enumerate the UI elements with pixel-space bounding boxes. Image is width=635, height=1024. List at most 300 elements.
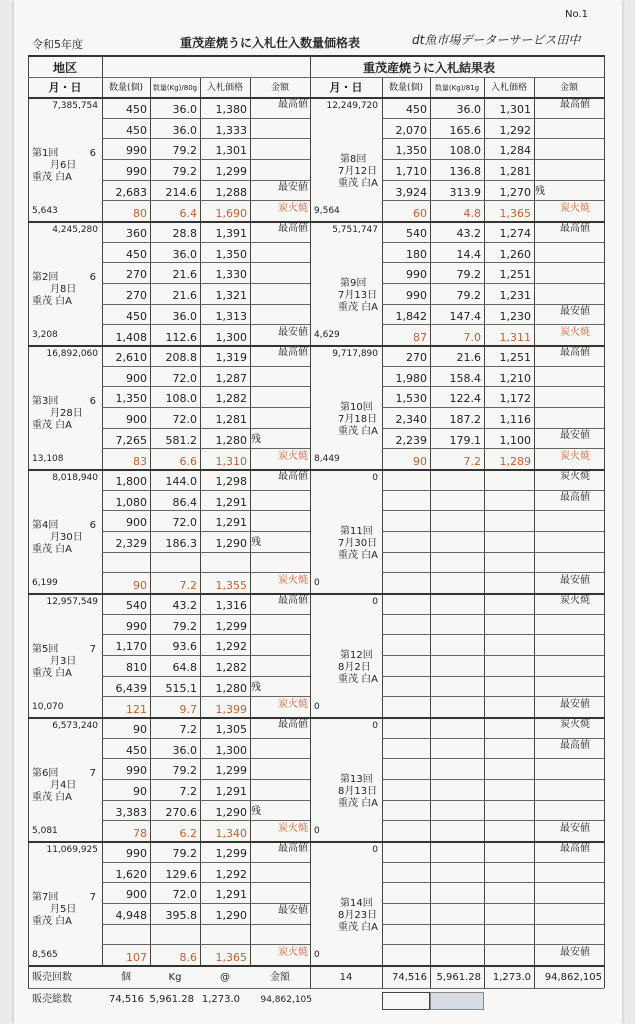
sales-count-label: 販売回数 <box>32 972 72 983</box>
row-line <box>382 676 604 677</box>
block-total-amount: 0 <box>372 597 378 607</box>
qty-cell: 990 <box>126 144 147 158</box>
round-date: 8月23日 <box>338 910 378 921</box>
price-cell: 1,300 <box>215 331 247 345</box>
price-cell: 1,299 <box>215 764 247 778</box>
price-cell: 1,391 <box>215 227 247 240</box>
row-line <box>102 944 310 945</box>
grid-vline <box>28 55 29 965</box>
kg-cell: 43.2 <box>172 599 197 612</box>
kg-cell: 79.2 <box>172 144 197 158</box>
block-total-amount: 0 <box>372 845 378 855</box>
row-line <box>382 944 604 945</box>
price-cell: 1,284 <box>499 144 531 158</box>
price-cell: 1,210 <box>499 371 531 385</box>
kg-cell: 36.0 <box>456 103 481 116</box>
row-line <box>102 552 310 553</box>
block-separator <box>28 345 604 347</box>
block-total-amount: 9,717,890 <box>332 349 378 359</box>
price-cell: 1,290 <box>215 537 247 550</box>
row-line <box>382 448 604 449</box>
price-cell: 1,291 <box>215 888 247 902</box>
row-line <box>102 200 310 201</box>
price-cell: 1,291 <box>215 785 247 798</box>
round-place-grade: 重茂 白A <box>32 916 73 927</box>
amount-note: 最高値 <box>278 99 308 110</box>
kg-cell: 21.6 <box>456 351 481 364</box>
round-place-grade: 重茂 白A <box>32 792 73 803</box>
row-line <box>102 138 310 139</box>
kg-cell: 8.6 <box>179 951 197 965</box>
round-place-grade: 重茂 白A <box>32 296 73 307</box>
qty-cell: 180 <box>406 247 427 261</box>
qty-cell: 1,408 <box>115 331 147 345</box>
row-line <box>382 262 604 263</box>
row-line <box>102 655 310 656</box>
qty-cell: 450 <box>126 103 147 116</box>
price-cell: 1,281 <box>499 165 531 178</box>
qty-unit: 個 <box>121 972 131 983</box>
kg-cell: 7.2 <box>179 785 197 798</box>
block-sub-total: 5,643 <box>32 206 58 216</box>
price-cell: 1,291 <box>215 516 247 530</box>
row-line <box>102 510 310 511</box>
price-cell: 1,292 <box>215 640 247 654</box>
qty-cell: 6,439 <box>115 681 147 695</box>
price-cell: 1,305 <box>215 723 247 736</box>
block-separator <box>28 593 604 595</box>
qty-header-left: 数量(個) <box>108 83 144 93</box>
kg-cell: 6.6 <box>179 455 197 469</box>
price-cell: 1,299 <box>215 165 247 178</box>
kg-cell: 72.0 <box>172 516 197 530</box>
amount-unit: 金額 <box>270 972 290 983</box>
block-total-amount: 16,892,060 <box>46 349 98 359</box>
amount-note: 最安値 <box>560 575 590 587</box>
round-date: 月30日 <box>50 532 83 543</box>
fiscal-year: 令和5年度 <box>32 38 83 51</box>
qty-cell: 1,980 <box>395 371 427 385</box>
price-cell: 1,310 <box>215 455 247 469</box>
amount-note: 最安値 <box>560 823 590 835</box>
round-place-grade: 重茂 白A <box>338 798 379 809</box>
kg-cell: 158.4 <box>449 371 481 385</box>
total-price: 1,273.0 <box>201 994 240 1005</box>
price-cell: 1,311 <box>499 331 531 345</box>
amount-note: 最高値 <box>560 843 590 854</box>
price-cell: 1,292 <box>215 867 247 881</box>
kg-cell: 79.2 <box>456 268 481 282</box>
round-date: 8月13日 <box>338 786 378 797</box>
qty-cell: 900 <box>126 371 147 385</box>
round-date: 7月18日 <box>338 414 378 425</box>
price-cell: 1,291 <box>215 495 247 509</box>
amount-note: 最高値 <box>278 223 308 234</box>
round-number: 第1回 <box>32 148 59 159</box>
grid-top-line <box>28 55 604 57</box>
qty-cell: 990 <box>126 619 147 633</box>
total-kg: 5,961.28 <box>149 994 194 1005</box>
block-sub-total: 4,629 <box>314 330 340 340</box>
amount-note: 最高値 <box>560 223 590 234</box>
amount-note: 最高値 <box>278 347 308 358</box>
round-month: 7 <box>89 892 96 903</box>
kg-cell: 86.4 <box>172 495 197 509</box>
price-cell: 1,172 <box>499 392 531 406</box>
kg-cell: 79.2 <box>456 289 481 302</box>
row-line <box>382 283 604 284</box>
block-separator <box>28 221 604 223</box>
qty-cell: 2,070 <box>395 123 427 137</box>
qty-cell: 990 <box>406 268 427 282</box>
results-title: 重茂産焼うに入札結果表 <box>362 61 495 75</box>
block-sub-total: 8,449 <box>314 454 340 464</box>
row-line <box>102 614 310 615</box>
row-line <box>382 758 604 759</box>
page-number: No.1 <box>565 9 588 20</box>
round-number: 第8回 <box>340 154 367 165</box>
amount-note: 最高値 <box>560 347 590 358</box>
summary-price: 1,273.0 <box>492 972 531 983</box>
row-line <box>382 820 604 821</box>
row-line <box>102 118 310 119</box>
price-cell: 1,251 <box>499 268 531 282</box>
price-cell: 1,330 <box>215 268 247 282</box>
qty-cell: 7,265 <box>115 433 147 447</box>
qty-cell: 450 <box>126 247 147 261</box>
qty-cell: 990 <box>406 289 427 302</box>
block-separator <box>28 841 604 843</box>
row-line <box>382 696 604 697</box>
round-place-grade: 重茂 白A <box>338 426 379 437</box>
qty-cell: 1,800 <box>115 475 147 488</box>
block-total-amount: 0 <box>372 721 378 731</box>
row-line <box>382 572 604 573</box>
amount-header-right: 金額 <box>559 83 578 93</box>
kg-cell: 79.2 <box>172 847 197 860</box>
round-place-grade: 重茂 白A <box>32 544 73 555</box>
amount-note: 最安値 <box>278 181 308 193</box>
amount-note: 最安値 <box>560 947 590 959</box>
qty-cell: 3,383 <box>115 805 147 819</box>
price-cell: 1,365 <box>215 951 247 965</box>
row-line <box>382 180 604 181</box>
row-line <box>102 738 310 739</box>
round-date: 月28日 <box>50 408 83 419</box>
kg-cell: 515.1 <box>165 681 197 695</box>
price-cell: 1,300 <box>215 743 247 757</box>
price-cell: 1,299 <box>215 619 247 633</box>
round-place-grade: 重茂 白A <box>338 922 379 933</box>
price-cell: 1,399 <box>215 703 247 717</box>
round-number: 第13回 <box>340 774 373 785</box>
row-line <box>102 696 310 697</box>
round-place-grade: 重茂 白A <box>32 420 73 431</box>
amount-note: 最高値 <box>560 99 590 110</box>
round-date: 8月2日 <box>338 662 371 673</box>
grid-vline <box>534 77 535 965</box>
row-line <box>102 366 310 367</box>
qty-cell: 1,350 <box>115 392 147 406</box>
row-line <box>382 655 604 656</box>
amount-note: 炭火焼 <box>278 699 308 711</box>
qty-cell: 810 <box>126 661 147 674</box>
block-total-amount: 8,018,940 <box>52 473 98 483</box>
block-total-amount: 5,751,747 <box>332 225 378 235</box>
round-number: 第11回 <box>340 526 373 537</box>
amount-note: 炭火焼 <box>278 451 308 463</box>
amount-note: 最安値 <box>560 699 590 711</box>
round-date: 7月12日 <box>338 166 378 177</box>
kg-cell: 144.0 <box>165 475 197 488</box>
kg-cell: 208.8 <box>165 351 197 364</box>
date-header-right: 月・日 <box>329 81 363 94</box>
price-cell: 1,290 <box>215 909 247 922</box>
row-line <box>382 634 604 635</box>
row-line <box>382 304 604 305</box>
blank-box-1 <box>382 992 430 1010</box>
grid-vline-summary <box>28 965 29 988</box>
round-place-grade: 重茂 白A <box>338 674 379 685</box>
round-date: 月8日 <box>50 284 77 295</box>
row-line <box>382 862 604 863</box>
row-line <box>102 242 310 243</box>
kg-cell: 21.6 <box>172 268 197 282</box>
row-line <box>102 180 310 181</box>
block-total-amount: 4,245,280 <box>52 225 98 235</box>
kg-cell: 6.2 <box>179 827 197 841</box>
qty-cell: 270 <box>406 351 427 364</box>
row-line <box>102 304 310 305</box>
row-line <box>102 283 310 284</box>
summary-amount: 94,862,105 <box>544 972 602 983</box>
amount-note: 最高値 <box>560 491 590 503</box>
row-line <box>382 366 604 367</box>
block-total-amount: 11,069,925 <box>46 845 98 855</box>
price-cell: 1,355 <box>215 579 247 593</box>
grid-vline <box>250 77 251 965</box>
qty-cell: 80 <box>133 207 147 221</box>
round-date: 月6日 <box>50 160 77 171</box>
round-number: 第10回 <box>340 402 373 413</box>
kg-unit: Kg <box>168 972 182 983</box>
kg-cell: 395.8 <box>165 909 197 922</box>
qty-cell: 900 <box>126 888 147 902</box>
remainder-mark: 残 <box>535 185 545 197</box>
document-title: 重茂産焼うに入札仕入数量価格表 <box>180 36 361 50</box>
row-line <box>102 903 310 904</box>
kg-header-left: 数量(Kg)/80g <box>152 84 198 92</box>
kg-cell: 72.0 <box>172 413 197 426</box>
price-cell: 1,274 <box>499 227 531 240</box>
kg-cell: 36.0 <box>172 123 197 137</box>
row-line <box>382 552 604 553</box>
block-sub-total: 0 <box>314 702 320 712</box>
row-line <box>382 200 604 201</box>
block-sub-total: 9,564 <box>314 206 340 216</box>
qty-cell: 450 <box>126 309 147 323</box>
amount-note: 炭火焼 <box>278 947 308 959</box>
round-place-grade: 重茂 白A <box>338 178 379 189</box>
row-line <box>102 262 310 263</box>
row-line <box>382 614 604 615</box>
round-month: 6 <box>89 272 96 283</box>
qty-cell: 107 <box>126 951 147 965</box>
row-line <box>102 490 310 491</box>
price-cell: 1,290 <box>215 805 247 819</box>
grid-header-bottom <box>28 97 604 99</box>
qty-cell: 1,620 <box>115 867 147 881</box>
qty-cell: 60 <box>413 207 427 221</box>
qty-cell: 2,683 <box>115 185 147 199</box>
row-line <box>102 531 310 532</box>
qty-cell: 1,842 <box>395 309 427 323</box>
summary-qty: 74,516 <box>392 972 427 983</box>
qty-cell: 90 <box>133 723 147 736</box>
price-cell: 1,690 <box>215 207 247 221</box>
kg-cell: 4.8 <box>463 207 481 221</box>
qty-cell: 540 <box>126 599 147 612</box>
price-unit: @ <box>220 972 230 983</box>
remainder-mark: 残 <box>251 805 261 817</box>
qty-cell: 3,924 <box>395 185 427 199</box>
kg-cell: 6.4 <box>179 207 197 221</box>
qty-cell: 121 <box>126 703 147 717</box>
grid-vline-summary <box>604 965 605 988</box>
amount-note: 最高値 <box>278 595 308 606</box>
price-cell: 1,380 <box>215 103 247 116</box>
block-sub-total: 8,565 <box>32 950 58 960</box>
kg-cell: 64.8 <box>172 661 197 674</box>
price-cell: 1,292 <box>499 123 531 137</box>
amount-note: 炭火焼 <box>560 471 590 482</box>
company-name: dt魚市場データーサービス田中 <box>412 33 581 47</box>
row-line <box>382 428 604 429</box>
row-line <box>102 758 310 759</box>
price-cell: 1,287 <box>215 371 247 385</box>
round-date: 7月13日 <box>338 290 378 301</box>
round-number: 第7回 <box>32 892 59 903</box>
qty-cell: 90 <box>133 785 147 798</box>
kg-cell: 72.0 <box>172 888 197 902</box>
row-line <box>382 324 604 325</box>
block-separator <box>28 717 604 719</box>
block-sub-total: 10,070 <box>32 702 64 712</box>
kg-cell: 36.0 <box>172 247 197 261</box>
price-cell: 1,289 <box>499 455 531 469</box>
round-month: 6 <box>89 148 96 159</box>
price-cell: 1,231 <box>499 289 531 302</box>
remainder-mark: 残 <box>251 681 261 693</box>
qty-cell: 540 <box>406 227 427 240</box>
round-month: 7 <box>89 644 96 655</box>
price-cell: 1,230 <box>499 309 531 323</box>
kg-cell: 14.4 <box>456 247 481 261</box>
grid-vline <box>604 55 605 965</box>
block-total-amount: 12,249,720 <box>326 101 378 111</box>
amount-note: 炭火焼 <box>278 823 308 835</box>
price-cell: 1,270 <box>499 185 531 199</box>
row-line <box>382 800 604 801</box>
row-line <box>102 448 310 449</box>
qty-cell: 450 <box>126 123 147 137</box>
price-cell: 1,280 <box>215 681 247 695</box>
date-header: 月・日 <box>48 81 82 94</box>
price-cell: 1,301 <box>499 103 531 116</box>
row-line <box>102 407 310 408</box>
kg-cell: 108.0 <box>165 392 197 406</box>
round-date: 7月30日 <box>338 538 378 549</box>
amount-note: 最高値 <box>278 719 308 730</box>
kg-cell: 93.6 <box>172 640 197 654</box>
sales-count-value: 14 <box>339 972 353 983</box>
kg-cell: 9.7 <box>179 703 197 717</box>
price-header-right: 入札価格 <box>490 83 527 93</box>
row-line <box>382 882 604 883</box>
kg-cell: 108.0 <box>449 144 481 158</box>
row-line <box>102 862 310 863</box>
price-cell: 1,350 <box>215 247 247 261</box>
price-cell: 1,260 <box>499 247 531 261</box>
kg-cell: 179.1 <box>449 433 481 447</box>
qty-cell: 270 <box>126 268 147 282</box>
qty-cell: 4,948 <box>115 909 147 922</box>
row-line <box>102 386 310 387</box>
row-line <box>382 490 604 491</box>
amount-note: 炭火焼 <box>278 575 308 587</box>
price-cell: 1,251 <box>499 351 531 364</box>
amount-note: 最安値 <box>278 905 308 916</box>
kg-header-right: 数量(Kg)/81g <box>434 84 480 92</box>
round-place-grade: 重茂 白A <box>338 550 379 561</box>
kg-cell: 313.9 <box>449 185 481 199</box>
qty-cell: 990 <box>126 764 147 778</box>
remainder-mark: 残 <box>251 433 261 445</box>
amount-note: 最高値 <box>560 739 590 751</box>
qty-cell: 1,080 <box>115 495 147 509</box>
kg-cell: 129.6 <box>165 867 197 881</box>
round-place-grade: 重茂 白A <box>32 668 73 679</box>
qty-cell: 83 <box>133 455 147 469</box>
kg-cell: 79.2 <box>172 619 197 633</box>
row-line <box>382 779 604 780</box>
round-number: 第9回 <box>340 278 367 289</box>
grid-header-line <box>28 77 604 78</box>
round-date: 月5日 <box>50 904 77 915</box>
round-date: 月3日 <box>50 656 77 667</box>
amount-note: 炭火焼 <box>278 203 308 215</box>
amount-note: 炭火焼 <box>560 203 590 215</box>
block-sub-total: 0 <box>314 950 320 960</box>
block-sub-total: 0 <box>314 578 320 588</box>
row-line <box>382 407 604 408</box>
row-line <box>102 634 310 635</box>
qty-cell: 270 <box>126 289 147 302</box>
grid-summary-line <box>28 988 604 989</box>
kg-cell: 36.0 <box>172 103 197 116</box>
price-cell: 1,340 <box>215 827 247 841</box>
round-month: 6 <box>89 396 96 407</box>
row-line <box>102 159 310 160</box>
round-number: 第5回 <box>32 644 59 655</box>
kg-cell: 43.2 <box>456 227 481 240</box>
block-total-amount: 7,385,754 <box>52 101 98 111</box>
total-qty: 74,516 <box>109 994 144 1005</box>
round-number: 第4回 <box>32 520 59 531</box>
amount-note: 最高値 <box>278 843 308 854</box>
price-cell: 1,116 <box>499 413 531 426</box>
qty-cell: 990 <box>126 847 147 860</box>
